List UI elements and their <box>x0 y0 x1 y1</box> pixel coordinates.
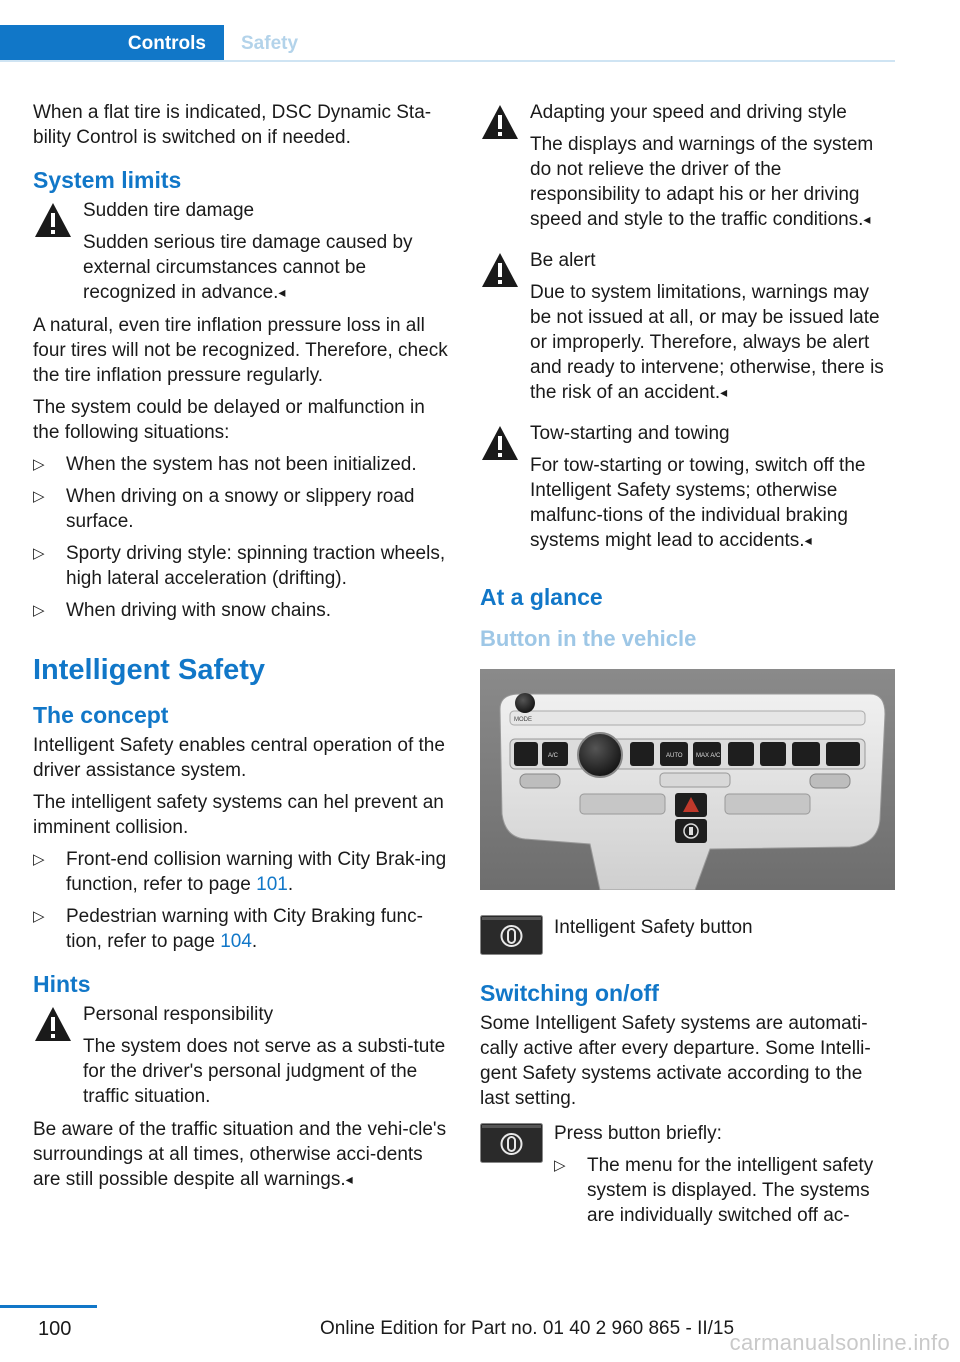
warning-personal-responsibility <box>33 1002 448 1109</box>
dashboard-photo <box>480 669 895 890</box>
page-link-101[interactable]: 101 <box>256 874 288 895</box>
intro-paragraph: When a flat tire is indicated, DSC Dynamic Sta-bility Control is switched on if needed. <box>33 102 432 148</box>
warning-title: Adapting your speed and driving style <box>530 102 847 123</box>
paragraph-concept: Intelligent Safety enables central operation of the driver assistance system. <box>33 735 445 781</box>
list-item: ▷ The menu for the intelligent safety system is displayed. The systems are individually switched off ac- <box>554 1155 874 1226</box>
left-column <box>33 100 448 1199</box>
list-item: ▷ Sporty driving style: spinning traction wheels, high lateral acceleration (drifting). <box>33 543 446 589</box>
warning-triangle-icon <box>480 102 520 142</box>
end-mark: ◂ <box>863 211 871 227</box>
warning-body: Sudden serious tire damage caused by external circumstances cannot be recognized in advance. <box>83 232 413 303</box>
photo-label: AUTO <box>666 753 683 759</box>
header-rule <box>0 60 895 62</box>
warning-triangle-icon <box>480 250 520 290</box>
heading-system-limits: System limits <box>33 167 182 193</box>
list-press-result <box>554 1153 895 1228</box>
paragraph-automatic: Some Intelligent Safety systems are automati-cally active after every departure. Some Intelli-gent Safety systems activate according to the last setting. <box>480 1013 871 1109</box>
list-item: ▷ Front-end collision warning with City Brak-ing function, refer to page 101. <box>33 849 447 895</box>
list-situations <box>33 452 448 623</box>
warning-body: The system does not serve as a substi-tute for the driver's personal judgment of the traffic situation. <box>83 1036 446 1107</box>
warning-triangle-icon <box>33 200 73 240</box>
warning-title: Be alert <box>530 250 596 271</box>
photo-label: A/C <box>548 753 559 759</box>
page-number: 100 <box>38 1318 72 1340</box>
end-mark: ◂ <box>804 532 812 548</box>
paragraph-awareness: Be aware of the traffic situation and the vehi-cle's surroundings at all times, otherwise acci-dents are still possible despite all warnings. <box>33 1119 447 1190</box>
paragraph-prevent-collision: The intelligent safety systems can hel prevent an imminent collision. <box>33 792 444 838</box>
triangle-bullet-icon: ▷ <box>33 545 45 562</box>
heading-the-concept: The concept <box>33 702 169 728</box>
watermark: carmanualsonline.info <box>729 1330 950 1355</box>
warning-title: Tow-starting and towing <box>530 423 730 444</box>
heading-hints: Hints <box>33 971 91 997</box>
page-header <box>0 25 895 62</box>
triangle-bullet-icon: ▷ <box>33 908 45 925</box>
warning-body: Due to system limitations, warnings may be not issued at all, or may be issued late or improperly. Therefore, always be alert and ready to intervene; otherwise, there is the risk of an accident. <box>530 282 884 403</box>
intelligent-safety-button-row <box>480 915 895 959</box>
triangle-bullet-icon: ▷ <box>33 851 45 868</box>
warning-be-alert <box>480 248 895 405</box>
warning-tow-starting <box>480 421 895 553</box>
page-link-104[interactable]: 104 <box>220 931 252 952</box>
triangle-bullet-icon: ▷ <box>33 602 45 619</box>
list-item: ▷ When the system has not been initialized. <box>33 454 417 475</box>
triangle-bullet-icon: ▷ <box>33 488 45 505</box>
heading-switching-on-off: Switching on/off <box>480 980 659 1006</box>
list-item: ▷ When driving on a snowy or slippery road surface. <box>33 486 415 532</box>
press-button-row <box>480 1121 895 1228</box>
warning-title: Personal responsibility <box>83 1004 274 1025</box>
warning-sudden-tire-damage <box>33 198 448 305</box>
paragraph-pressure-loss: A natural, even tire inflation pressure loss in all four tires will not be recognized. Therefore, check the tire inflation pressure regularly. <box>33 315 448 386</box>
button-caption: Intelligent Safety button <box>554 917 753 938</box>
list-systems <box>33 847 448 954</box>
warning-adapting-speed <box>480 100 895 232</box>
end-mark: ◂ <box>278 284 286 300</box>
press-label: Press button briefly: <box>554 1123 722 1144</box>
end-mark: ◂ <box>720 384 728 400</box>
triangle-bullet-icon: ▷ <box>554 1157 566 1174</box>
tab-controls[interactable]: Controls <box>0 25 224 62</box>
right-column <box>480 100 895 1235</box>
photo-label: MODE <box>514 717 532 723</box>
end-mark: ◂ <box>345 1171 353 1187</box>
warning-body: The displays and warnings of the system do not relieve the driver of the responsibility to adapt his or her driving speed and style to the traffic conditions. <box>530 134 874 230</box>
heading-button-in-vehicle: Button in the vehicle <box>480 626 697 651</box>
warning-title: Sudden tire damage <box>83 200 255 221</box>
footer-rule <box>0 1305 97 1308</box>
paragraph-malfunction: The system could be delayed or malfunction in the following situations: <box>33 397 425 443</box>
list-item: ▷ When driving with snow chains. <box>33 600 332 621</box>
tab-safety[interactable]: Safety <box>241 33 299 54</box>
triangle-bullet-icon: ▷ <box>33 456 45 473</box>
warning-body: For tow-starting or towing, switch off the Intelligent Safety systems; otherwise malfunc-tions of the individual braking systems might lead to accidents. <box>530 455 866 551</box>
intelligent-safety-button-icon <box>480 915 543 955</box>
heading-intelligent-safety: Intelligent Safety <box>33 654 266 686</box>
warning-triangle-icon <box>33 1004 73 1044</box>
warning-triangle-icon <box>480 423 520 463</box>
edition-note: Online Edition for Part no. 01 40 2 960 865 - II/15 <box>320 1318 735 1339</box>
heading-at-a-glance: At a glance <box>480 584 603 610</box>
intelligent-safety-button-icon <box>480 1123 543 1163</box>
list-item: ▷ Pedestrian warning with City Braking func-tion, refer to page 104. <box>33 906 423 952</box>
photo-label: MAX A/C <box>696 753 721 759</box>
